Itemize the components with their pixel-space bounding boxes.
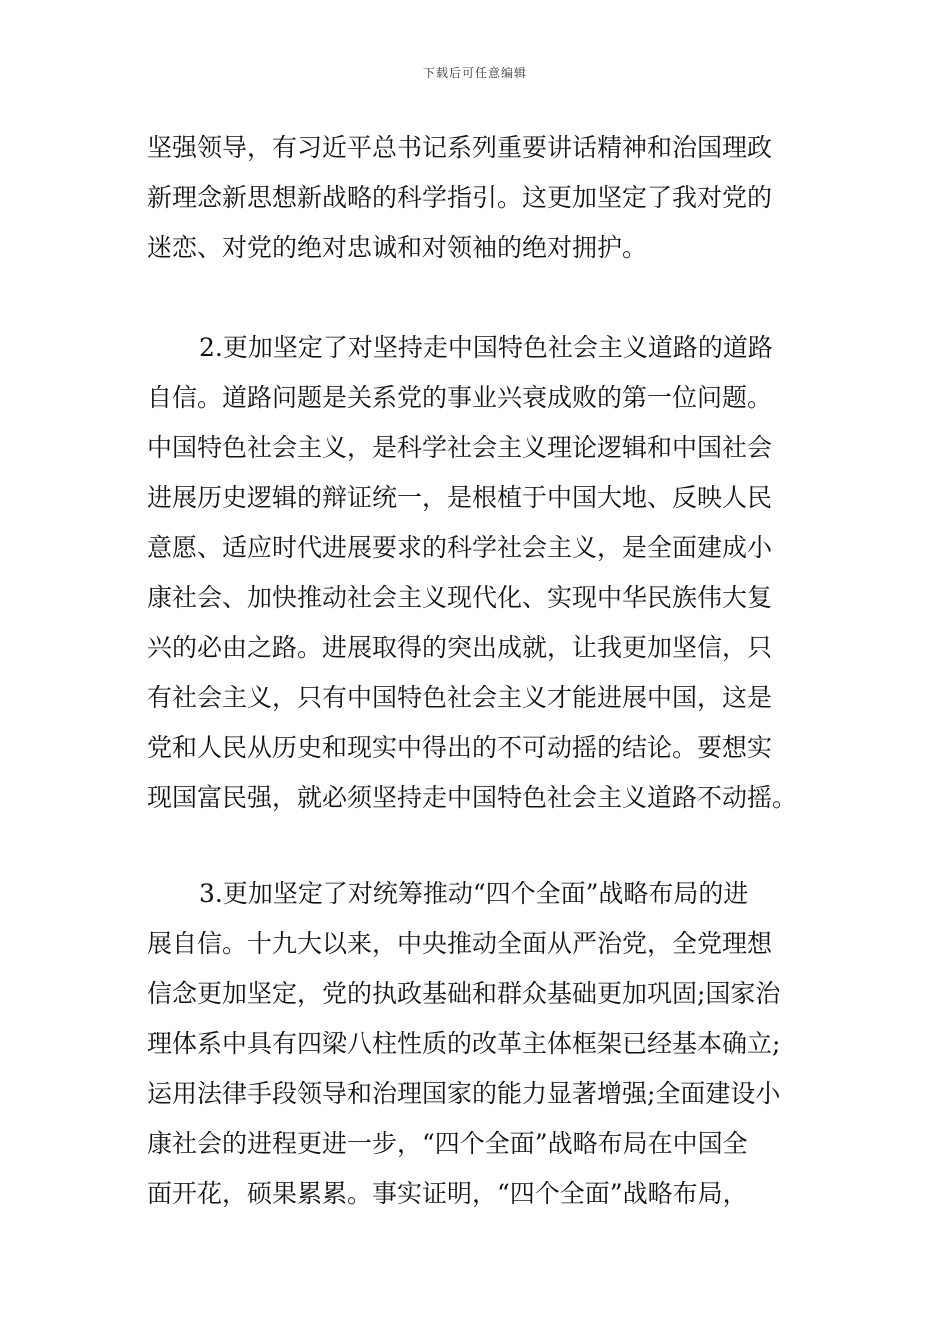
paragraph-1 (147, 123, 807, 273)
paragraph-line: 面开花，硕果累累。事实证明，“四个全面”战略布局， (147, 1179, 748, 1208)
paragraph-line: 进展历史逻辑的辩证统一，是根植于中国大地、反映人民 (147, 483, 773, 512)
paragraph-line: 信念更加坚定，党的执政基础和群众基础更加巩固;国家治 (147, 979, 781, 1008)
paragraph-line: 理体系中具有四梁八柱性质的改革主体框架已经基本确立; (147, 1029, 781, 1058)
paragraph-line: 康社会、加快推动社会主义现代化、实现中华民族伟大复 (147, 583, 773, 612)
paragraph-line: 康社会的进程更进一步，“四个全面”战略布局在中国全 (147, 1129, 748, 1158)
paragraph-line: 意愿、适应时代进展要求的科学社会主义，是全面建成小 (147, 533, 773, 562)
paragraph-3 (147, 869, 807, 1219)
paragraph-line: 坚强领导，有习近平总书记系列重要讲话精神和治国理政 (147, 133, 773, 162)
paragraph-line: 兴的必由之路。进展取得的突出成就，让我更加坚信，只 (147, 633, 773, 662)
paragraph-line: 2.更加坚定了对坚持走中国特色社会主义道路的道路 (199, 333, 773, 362)
header-note: 下载后可任意编辑 (422, 66, 527, 80)
paragraph-line: 展自信。十九大以来，中央推动全面从严治党，全党理想 (147, 929, 773, 958)
paragraph-line: 自信。道路问题是关系党的事业兴衰成败的第一位问题。 (147, 383, 773, 412)
paragraph-line: 运用法律手段领导和治理国家的能力显著增强;全面建设小 (147, 1079, 781, 1108)
paragraph-line: 有社会主义，只有中国特色社会主义才能进展中国，这是 (147, 683, 773, 712)
paragraph-2 (147, 323, 807, 823)
paragraph-line: 迷恋、对党的绝对忠诚和对领袖的绝对拥护。 (147, 233, 648, 262)
paragraph-line: 党和人民从历史和现实中得出的不可动摇的结论。要想实 (147, 733, 773, 762)
paragraph-line: 现国富民强，就必须坚持走中国特色社会主义道路不动摇。 (147, 783, 798, 812)
paragraph-line: 中国特色社会主义，是科学社会主义理论逻辑和中国社会 (147, 433, 773, 462)
paragraph-line: 新理念新思想新战略的科学指引。这更加坚定了我对党的 (147, 183, 773, 212)
paragraph-line: 3.更加坚定了对统筹推动“四个全面”战略布局的进 (199, 879, 749, 908)
